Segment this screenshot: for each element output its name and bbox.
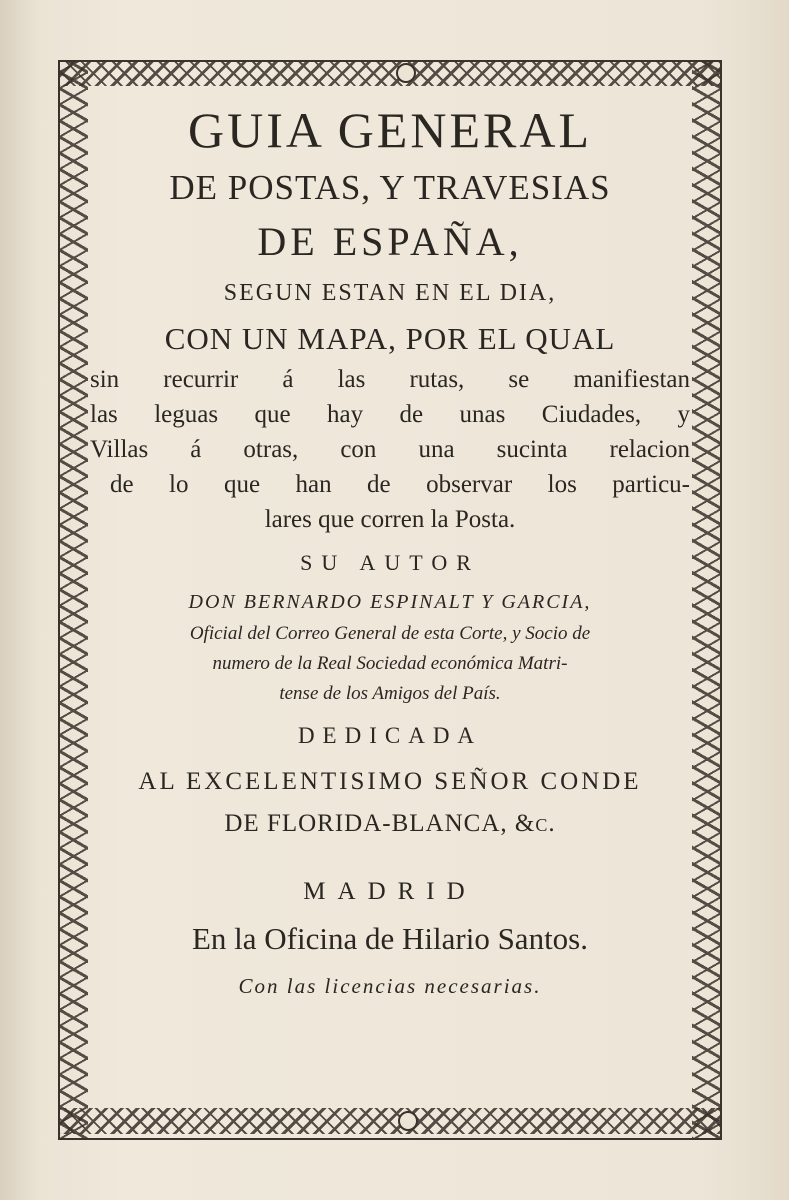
body-line: las leguas que hay de unas Ciudades, y <box>90 401 690 428</box>
title-line-3: DE ESPAÑA, <box>257 219 523 264</box>
body-line: lares que corren la Posta. <box>264 506 516 533</box>
dedicatee-line-2: DE FLORIDA-BLANCA, &c. <box>224 810 556 837</box>
body-line: sin recurrir á las rutas, se manifiestan <box>90 366 690 393</box>
dedicatee-line-1: AL EXCELENTISIMO SEÑOR CONDE <box>138 768 642 795</box>
author-heading: SU AUTOR <box>300 550 480 575</box>
author-description-line: tense de los Amigos del País. <box>279 683 501 704</box>
imprint-printer: En la Oficina de Hilario Santos. <box>191 921 588 956</box>
body-line: de lo que han de observar los particu- <box>110 471 690 498</box>
subtitle-line: SEGUN ESTAN EN EL DIA, <box>223 280 557 306</box>
author-description-line: numero de la Real Sociedad económica Matri- <box>212 653 568 674</box>
main-title: GUIA GENERAL <box>187 102 593 158</box>
bottom-center-ornament-icon <box>398 1111 418 1131</box>
title-line-2: DE POSTAS, Y TRAVESIAS <box>169 168 611 207</box>
body-line: Villas á otras, con una sucinta relacion <box>90 436 690 463</box>
author-name: DON BERNARDO ESPINALT Y GARCIA, <box>188 591 592 613</box>
author-description-line: Oficial del Correo General de esta Corte, y Socio de <box>189 623 591 644</box>
dedication-heading: DEDICADA <box>297 723 483 748</box>
imprint-licenses: Con las licencias necesarias. <box>238 974 542 998</box>
title-text-block <box>90 96 690 1009</box>
top-center-ornament-icon <box>396 63 416 83</box>
left-ornament-border <box>58 60 88 1140</box>
top-ornament-border <box>58 60 722 86</box>
imprint-city: MADRID <box>303 878 477 905</box>
bottom-ornament-border <box>58 1108 722 1134</box>
map-line: CON UN MAPA, POR EL QUAL <box>164 321 616 356</box>
right-ornament-border <box>692 60 722 1140</box>
